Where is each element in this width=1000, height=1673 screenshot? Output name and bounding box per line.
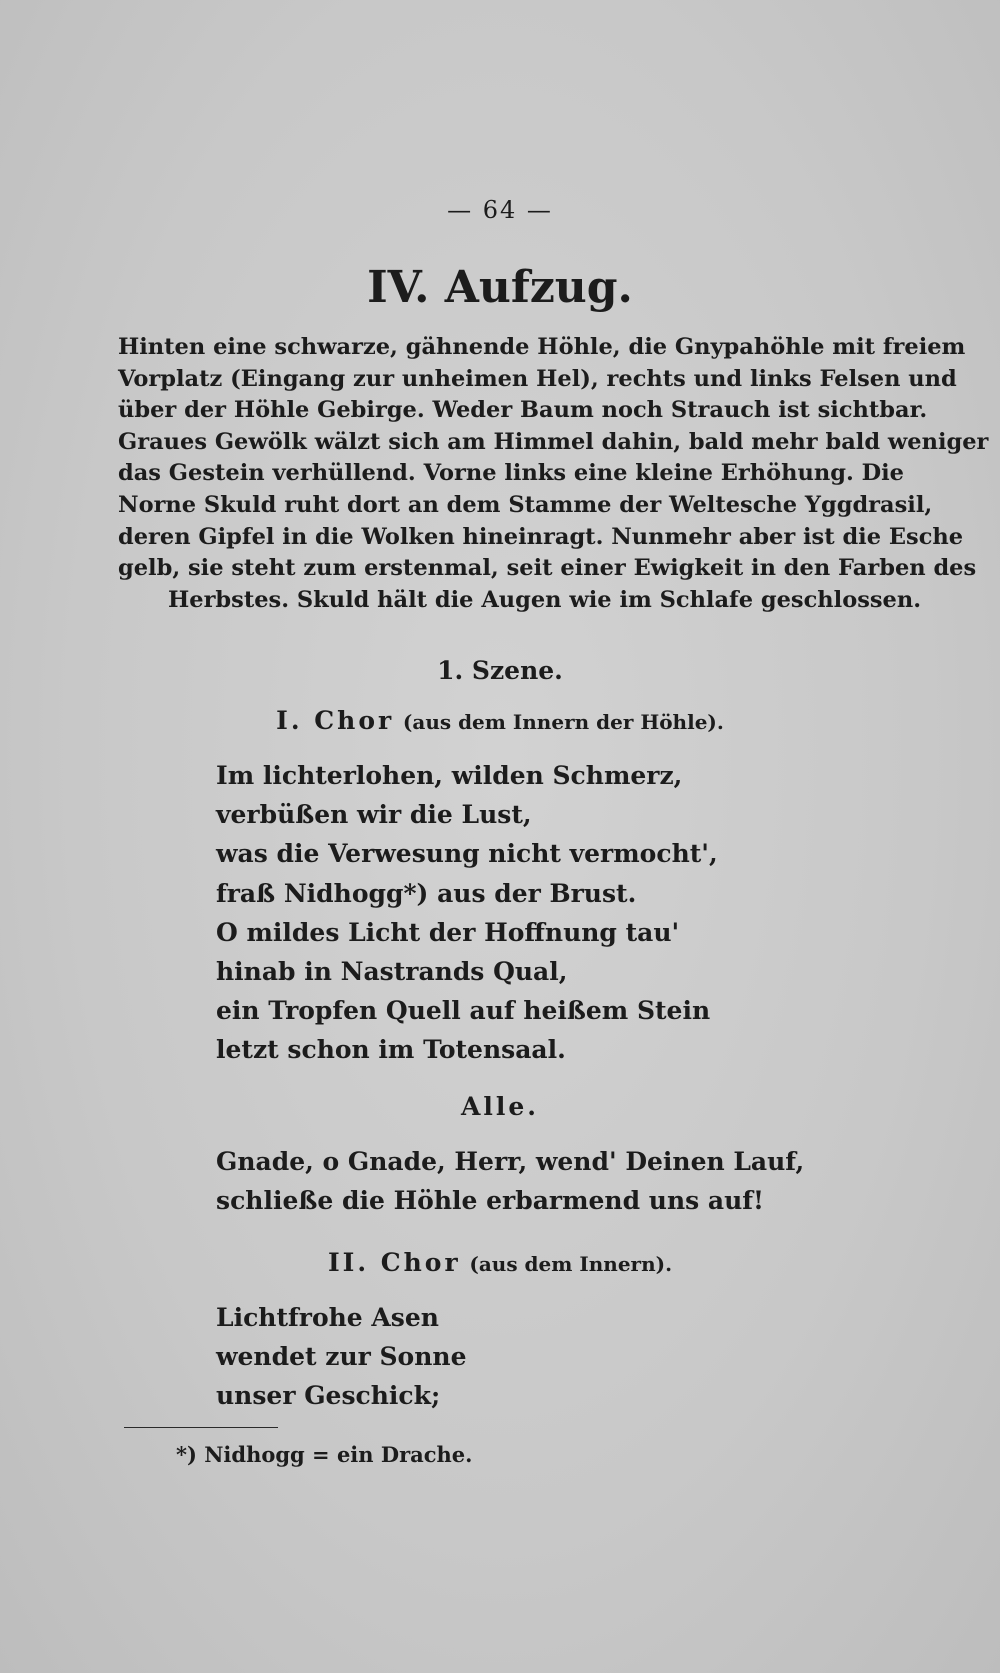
- alle-verse: [216, 1142, 916, 1220]
- stage-direction-line: Herbstes. Skuld hält die Augen wie im Schlafe geschlossen.: [168, 586, 922, 613]
- verse-line: Im lichterlohen, wilden Schmerz,: [216, 761, 683, 790]
- verse-line: verbüßen wir die Lust,: [216, 800, 532, 830]
- verse-line: Lichtfrohe Asen: [216, 1303, 439, 1332]
- chor2-direction: (aus dem Innern).: [469, 1252, 673, 1276]
- verse-line: Gnade, o Gnade, Herr, wend' Deinen Lauf,: [216, 1147, 805, 1176]
- chor2-speaker: II. Chor: [327, 1248, 461, 1277]
- stage-direction-line: Vorplatz (Eingang zur unheimen Hel), rechts und links Felsen und: [118, 365, 957, 392]
- chor1-speaker: I. Chor: [276, 706, 395, 735]
- page-number: — 64 —: [447, 196, 553, 224]
- footnote-rule: [124, 1427, 278, 1428]
- chor1-direction: (aus dem Innern der Höhle).: [402, 710, 724, 734]
- stage-direction-line: über der Höhle Gebirge. Weder Baum noch Strauch ist sichtbar.: [118, 397, 928, 424]
- verse-line: was die Verwesung nicht vermocht',: [216, 839, 718, 869]
- stage-direction: [118, 332, 989, 616]
- stage-direction-line: Graues Gewölk wälzt sich am Himmel dahin, bald mehr bald weniger: [118, 428, 989, 455]
- scene-title: 1. Szene.: [437, 656, 563, 685]
- verse-line: hinab in Nastrands Qual,: [216, 957, 568, 987]
- verse-line: letzt schon im Totensaal.: [216, 1035, 566, 1065]
- stage-direction-line: deren Gipfel in die Wolken hineinragt. Nunmehr aber ist die Esche: [118, 523, 964, 550]
- verse-line: O mildes Licht der Hoffnung tau': [216, 917, 680, 947]
- stage-direction-line: das Gestein verhüllend. Vorne links eine kleine Erhöhung. Die: [118, 460, 904, 487]
- chor1-verse: [216, 756, 916, 1070]
- stage-direction-line: Hinten eine schwarze, gähnende Höhle, die Gnypahöhle mit freiem: [118, 334, 966, 360]
- verse-line: wendet zur Sonne: [216, 1342, 467, 1372]
- chor1-heading: [0, 706, 1000, 735]
- chor2-heading: [0, 1248, 1000, 1277]
- verse-line: ein Tropfen Quell auf heißem Stein: [216, 996, 711, 1026]
- chor2-verse: [216, 1298, 916, 1416]
- footnote: *) Nidhogg = ein Drache.: [176, 1442, 473, 1467]
- act-title: IV. Aufzug.: [367, 262, 633, 313]
- stage-direction-line: gelb, sie steht zum erstenmal, seit einer Ewigkeit in den Farben des: [118, 555, 977, 582]
- verse-line: unser Geschick;: [216, 1381, 441, 1411]
- verse-line: schließe die Höhle erbarmend uns auf!: [216, 1186, 765, 1216]
- verse-line: fraß Nidhogg*) aus der Brust.: [216, 878, 637, 908]
- alle-speaker: Alle.: [460, 1092, 539, 1121]
- stage-direction-line: Norne Skuld ruht dort an dem Stamme der Weltesche Yggdrasil,: [118, 491, 933, 518]
